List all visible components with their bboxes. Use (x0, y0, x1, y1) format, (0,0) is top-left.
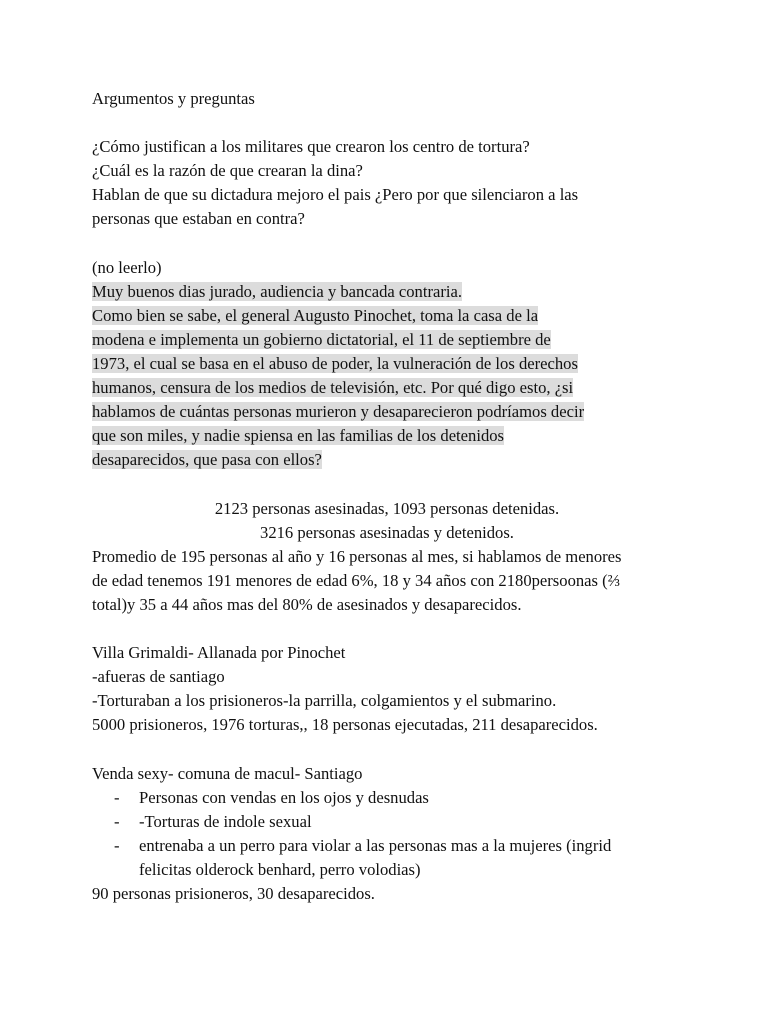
list-item (92, 810, 682, 834)
question-line: ¿Cuál es la razón de que crearan la dina? (92, 161, 363, 181)
questions-block (92, 135, 682, 231)
villa-grimaldi-block (92, 641, 682, 737)
stats-center-line: 2123 personas asesinadas, 1093 personas detenidas. (214, 498, 560, 518)
venda-bullet-list (92, 786, 682, 882)
stats-center-line: 3216 personas asesinadas y detenidos. (260, 522, 514, 542)
speech-line: 1973, el cual se basa en el abuso de poder, la vulneración de los derechos (92, 354, 578, 374)
bullet-dash: - (114, 835, 120, 855)
stats-center-block (92, 497, 682, 545)
villa-line: 5000 prisioneros, 1976 torturas,, 18 personas ejecutadas, 211 desaparecidos. (92, 715, 598, 735)
bullet-text: entrenaba a un perro para violar a las personas mas a la mujeres (ingrid (139, 835, 612, 855)
stats-line: total)y 35 a 44 años mas del 80% de asesinados y desaparecidos. (92, 594, 522, 614)
venda-heading: Venda sexy- comuna de macul- Santiago (92, 763, 363, 783)
question-line: personas que estaban en contra? (92, 209, 305, 229)
spacer (92, 473, 682, 497)
spacer (92, 111, 682, 135)
spacer (92, 232, 682, 256)
list-item (92, 786, 682, 810)
bullet-dash: - (114, 787, 120, 807)
speech-line: Muy buenos dias jurado, audiencia y bancada contraria. (92, 281, 462, 301)
bullet-text: Personas con vendas en los ojos y desnudas (139, 787, 429, 807)
document-title: Argumentos y preguntas (92, 89, 255, 108)
speech-line: que son miles, y nadie spiensa en las familias de los detenidos (92, 426, 504, 446)
bullet-text: felicitas olderock benhard, perro volodias) (139, 860, 421, 879)
spacer (92, 738, 682, 762)
villa-line: -Torturaban a los prisioneros-la parrilla, colgamientos y el submarino. (92, 691, 557, 711)
speech-line: desaparecidos, que pasa con ellos? (92, 450, 322, 470)
document-page (92, 87, 682, 906)
bullet-text: -Torturas de indole sexual (139, 811, 312, 831)
stats-paragraph (92, 545, 682, 617)
speech-line: Como bien se sabe, el general Augusto Pinochet, toma la casa de la (92, 305, 539, 325)
stats-line: de edad tenemos 191 menores de edad 6%, 18 y 34 años con 2180persoonas (⅔ (92, 570, 621, 590)
question-line: ¿Cómo justifican a los militares que crearon los centro de tortura? (92, 137, 530, 157)
venda-sexy-block (92, 762, 682, 907)
question-line: Hablan de que su dictadura mejoro el pais ¿Pero por que silenciaron a las (92, 185, 579, 205)
speech-line: humanos, censura de los medios de televisión, etc. Por qué digo esto, ¿si (92, 378, 574, 398)
villa-heading: Villa Grimaldi- Allanada por Pinochet (92, 643, 346, 663)
venda-footer: 90 personas prisioneros, 30 desaparecidos. (92, 884, 375, 904)
speech-block (92, 280, 682, 473)
stats-line: Promedio de 195 personas al año y 16 personas al mes, si hablamos de menores (92, 546, 622, 566)
list-item (92, 834, 682, 882)
spacer (92, 617, 682, 641)
note-text: (no leerlo) (92, 257, 162, 277)
villa-line: -afueras de santiago (92, 667, 225, 687)
bullet-dash: - (114, 811, 120, 831)
speech-line: hablamos de cuántas personas murieron y desaparecieron podríamos decir (92, 402, 585, 422)
speech-line: modena e implementa un gobierno dictatorial, el 11 de septiembre de (92, 329, 551, 349)
